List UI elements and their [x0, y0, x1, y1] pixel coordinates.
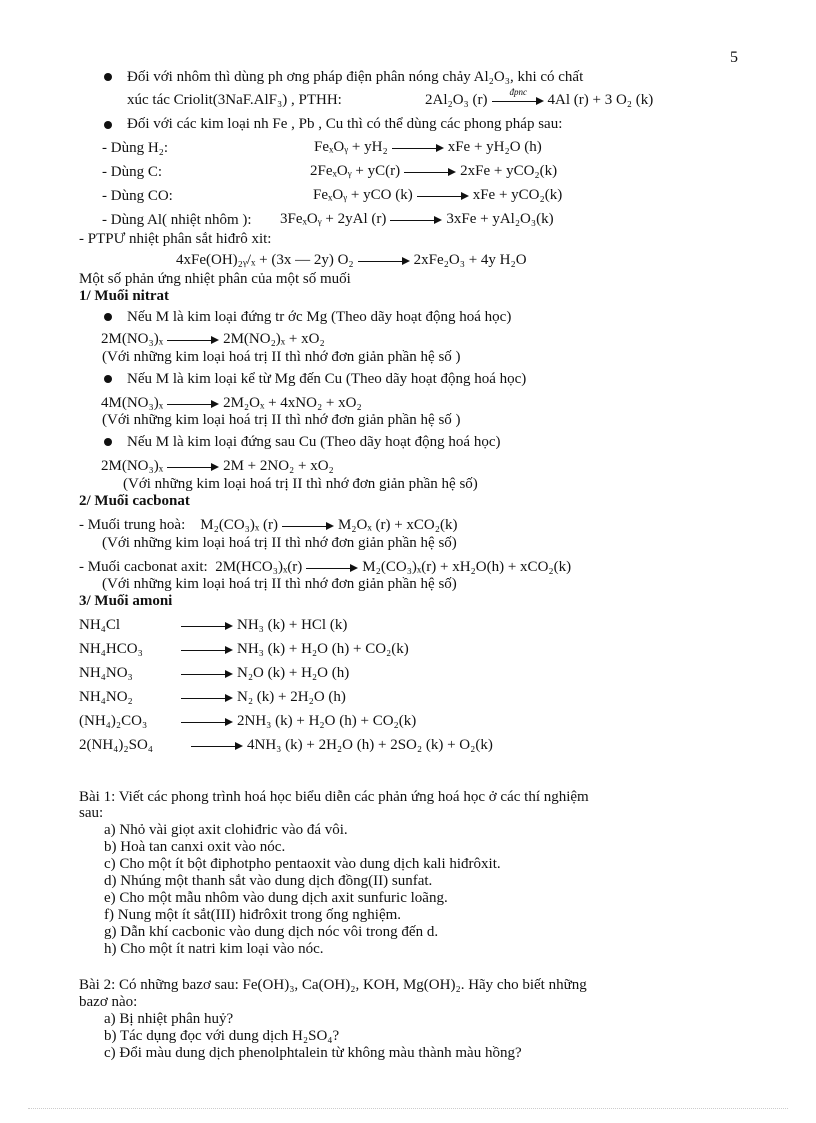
method-label: - Dùng C:	[102, 164, 162, 180]
carbonate-title: 2/ Muối cacbonat	[79, 493, 190, 509]
exercise-item: c) Cho một ít bột điphotpho pentaoxit vào dung dịch kali hiđrôxit.	[104, 856, 501, 872]
reaction-arrow-icon	[181, 717, 233, 727]
exercise-item: a) Nhỏ vài giọt axit clohiđric vào đá vôi.	[104, 822, 348, 838]
bullet-text: Nếu M là kim loại đứng tr ớc Mg (Theo dãy hoạt động hoá học)	[127, 309, 512, 325]
exercise-item: g) Dẫn khí cacbonic vào dung dịch nóc vôi trong đến d.	[104, 924, 439, 940]
reaction-arrow-icon	[167, 462, 219, 472]
bullet-icon	[104, 121, 112, 129]
method-label: - Dùng H₂:	[102, 140, 169, 156]
exercise-2-title-cont: bazơ nào:	[79, 994, 138, 1010]
reaction-arrow-icon	[417, 191, 469, 201]
section-heading: Một số phản ứng nhiệt phân của một số muối	[79, 271, 351, 287]
method-equation: 3FeₓOᵧ + 2yAl (r) 3xFe + yAl₂O₃(k)	[280, 211, 554, 227]
reaction-arrow-icon	[167, 335, 219, 345]
section-heading: - PTPƯ nhiệt phân sắt hiđrô xit:	[79, 231, 272, 247]
ammonium-equation: NH₄HCO₃ NH₃ (k) + H₂O (h) + CO₂(k)	[79, 641, 409, 657]
method-equation: FeₓOᵧ + yH₂ xFe + yH₂O (h)	[314, 139, 542, 155]
bullet-icon	[104, 438, 112, 446]
method-equation: FeₓOᵧ + yCO (k) xFe + yCO₂(k)	[313, 187, 563, 203]
ammonium-equation: (NH₄)₂CO₃ 2NH₃ (k) + H₂O (h) + CO₂(k)	[79, 713, 417, 729]
bullet-icon	[104, 313, 112, 321]
ammonium-title: 3/ Muối amoni	[79, 593, 173, 609]
reaction-arrow-icon	[358, 256, 410, 266]
reaction-arrow-icon	[404, 167, 456, 177]
bullet-text: Nếu M là kim loại kể từ Mg đến Cu (Theo dãy hoạt động hoá học)	[127, 371, 527, 387]
exercise-1-title-cont: sau:	[79, 805, 104, 821]
exercise-item: h) Cho một ít natri kim loại vào nóc.	[104, 941, 324, 957]
exercise-item: d) Nhúng một thanh sắt vào dung dịch đồng(II) sunfat.	[104, 873, 433, 889]
ammonium-equation: NH₄NO₂ N₂ (k) + 2H₂O (h)	[79, 689, 346, 705]
bullet-icon	[104, 73, 112, 81]
ammonium-equation: NH₄Cl NH₃ (k) + HCl (k)	[79, 617, 348, 633]
note: (Với những kim loại hoá trị II thì nhớ đơn giản phần hệ số)	[102, 535, 457, 551]
reaction-arrow-icon	[390, 215, 442, 225]
bullet-text: Nếu M là kim loại đứng sau Cu (Theo dãy hoạt động hoá học)	[127, 434, 501, 450]
exercise-item: c) Đổi màu dung dịch phenolphtalein từ không màu thành màu hồng?	[104, 1045, 522, 1061]
exercise-item: b) Tác dụng đọc với dung dịch H₂SO₄?	[104, 1028, 340, 1044]
exercise-item: f) Nung một ít sắt(III) hiđrôxit trong ống nghiệm.	[104, 907, 402, 923]
method-label: - Dùng Al( nhiệt nhôm ):	[102, 212, 252, 228]
equation-right: 4Al (r) + 3 O₂ (k)	[547, 92, 654, 108]
method-equation: 2FeₓOᵧ + yC(r) 2xFe + yCO₂(k)	[310, 163, 558, 179]
reaction-arrow-icon	[181, 693, 233, 703]
note: (Với những kim loại hoá trị II thì nhớ đơn giản phần hệ số)	[102, 576, 457, 592]
note: (Với những kim loại hoá trị II thì nhớ đơn giản phần hệ số )	[102, 349, 461, 365]
reaction-arrow-icon	[167, 399, 219, 409]
exercise-1-title: Bài 1: Viết các phong trình hoá học biểu diễn các phản ứng hoá học ở các thí nghiệm	[79, 789, 589, 805]
arrow-condition: đpnc	[509, 86, 528, 97]
fe-equation: 4xFe(OH)₂ᵧ/ₓ + (3x — 2y) O₂ 2xFe₂O₃ + 4y H₂O	[176, 252, 527, 268]
exercise-item: a) Bị nhiệt phân huỷ?	[104, 1011, 234, 1027]
carbonate-line: - Muối cacbonat axit: 2M(HCO₃)ₓ(r) M₂(CO₃)ₓ(r) + xH₂O(h) + xCO₂(k)	[79, 559, 572, 575]
ammonium-equation: 2(NH₄)₂SO₄ 4NH₃ (k) + 2H₂O (h) + 2SO₂ (k) + O₂(k)	[79, 737, 493, 753]
exercise-item: e) Cho một mẫu nhôm vào dung dịch axit sunfuric loãng.	[104, 890, 448, 906]
nitrate-title: 1/ Muối nitrat	[79, 288, 169, 304]
note: (Với những kim loại hoá trị II thì nhớ đơn giản phần hệ số)	[123, 476, 478, 492]
note: (Với những kim loại hoá trị II thì nhớ đơn giản phần hệ số )	[102, 412, 461, 428]
nitrate-equation: 2M(NO₃)ₓ 2M(NO₂)ₓ + xO₂	[101, 331, 325, 347]
carbonate-line: - Muối trung hoà: M₂(CO₃)ₓ (r) M₂Oₓ (r) + xCO₂(k)	[79, 517, 458, 533]
intro-line: Đối với nhôm thì dùng ph ơng pháp điện phân nóng chảy Al₂O₃, khi có chất	[127, 69, 584, 85]
nitrate-equation: 2M(NO₃)ₓ 2M + 2NO₂ + xO₂	[101, 458, 334, 474]
reaction-arrow-icon	[392, 143, 444, 153]
reaction-arrow-icon	[191, 741, 243, 751]
page-number: 5	[730, 49, 738, 66]
reaction-arrow-icon	[282, 521, 334, 531]
equation-left: 2Al₂O₃ (r)	[425, 92, 488, 108]
bullet-icon	[104, 375, 112, 383]
method-label: - Dùng CO:	[102, 188, 173, 204]
reaction-arrow-icon	[492, 86, 544, 106]
reaction-arrow-icon	[181, 621, 233, 631]
al-equation	[425, 86, 654, 109]
page-bottom-divider	[28, 1108, 788, 1109]
exercise-2-title: Bài 2: Có những bazơ sau: Fe(OH)₃, Ca(OH)₂, KOH, Mg(OH)₂. Hãy cho biết những	[79, 977, 587, 993]
reaction-arrow-icon	[306, 563, 358, 573]
ammonium-equation: NH₄NO₃ N₂O (k) + H₂O (h)	[79, 665, 350, 681]
intro-line: xúc tác Criolit(3NaF.AlF₃) , PTHH:	[127, 92, 342, 108]
intro-line: Đối với các kim loại nh Fe , Pb , Cu thì có thể dùng các phong pháp sau:	[127, 116, 563, 132]
reaction-arrow-icon	[181, 645, 233, 655]
exercise-item: b) Hoà tan canxi oxit vào nóc.	[104, 839, 286, 855]
reaction-arrow-icon	[181, 669, 233, 679]
nitrate-equation: 4M(NO₃)ₓ 2M₂Oₓ + 4xNO₂ + xO₂	[101, 395, 362, 411]
